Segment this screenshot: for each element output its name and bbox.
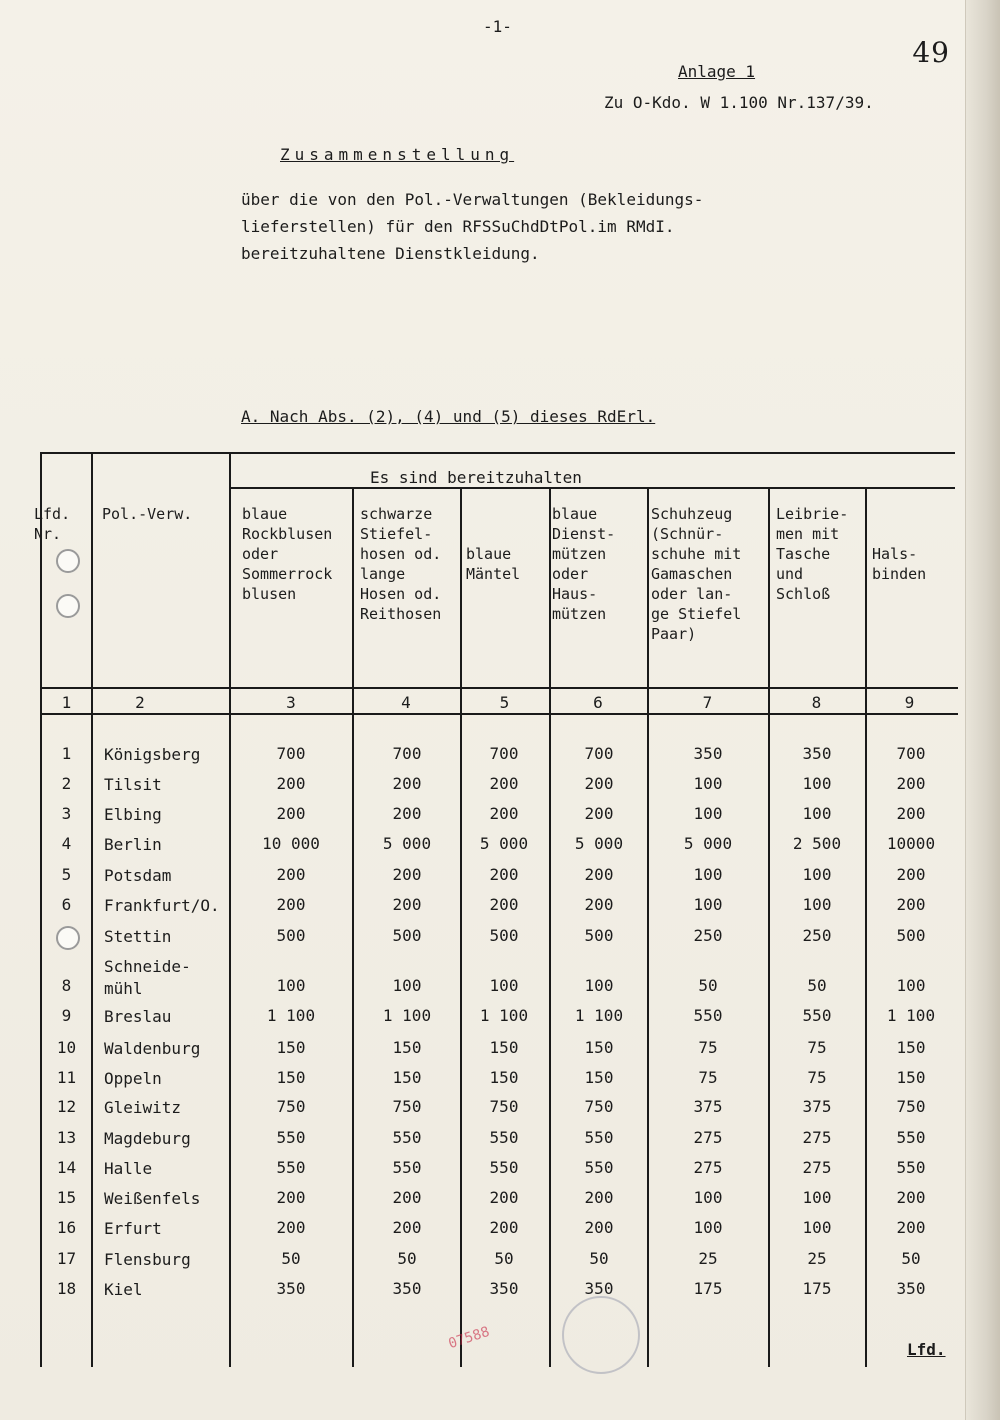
vline-left <box>40 452 42 1367</box>
row-verwaltung: Berlin <box>104 835 162 854</box>
section-a-heading: A. Nach Abs. (2), (4) und (5) dieses RdErl. <box>241 407 656 426</box>
col-number-9: 9 <box>904 693 915 712</box>
cell-col-4: 550 <box>392 1128 422 1147</box>
cell-col-7: 100 <box>693 774 723 793</box>
cell-col-6: 100 <box>584 976 614 995</box>
cell-col-8: 25 <box>807 1249 827 1268</box>
cell-col-5: 100 <box>489 976 519 995</box>
cell-col-4: 50 <box>397 1249 417 1268</box>
cell-col-8: 550 <box>802 1006 832 1025</box>
cell-col-8: 2 500 <box>792 834 842 853</box>
punch-hole <box>56 549 80 573</box>
cell-col-5: 700 <box>489 744 519 763</box>
cell-col-7: 75 <box>698 1068 718 1087</box>
cell-col-9: 150 <box>896 1068 926 1087</box>
cell-col-4: 200 <box>392 774 422 793</box>
row-verwaltung: Frankfurt/O. <box>104 896 220 915</box>
col-header-3: blaue Rockblusen oder Sommerrock blusen <box>242 505 333 603</box>
cell-col-6: 200 <box>584 1188 614 1207</box>
row-verwaltung: Oppeln <box>104 1069 162 1088</box>
col-number-5: 5 <box>499 693 510 712</box>
cell-col-3: 700 <box>276 744 306 763</box>
vline-c1 <box>91 452 93 1367</box>
cell-col-7: 100 <box>693 895 723 914</box>
cell-col-7: 25 <box>698 1249 718 1268</box>
cell-col-9: 200 <box>896 1218 926 1237</box>
row-number: 16 <box>56 1218 77 1237</box>
cell-col-9: 350 <box>896 1279 926 1298</box>
header-bottom-rule <box>40 687 958 689</box>
row-number: 10 <box>56 1038 77 1057</box>
cell-col-7: 5 000 <box>683 834 733 853</box>
faint-round-stamp <box>562 1296 640 1374</box>
page-marker: -1- <box>483 17 512 36</box>
cell-col-9: 200 <box>896 865 926 884</box>
row-verwaltung: Magdeburg <box>104 1129 191 1148</box>
column-number-rule <box>40 713 958 715</box>
cell-col-4: 750 <box>392 1097 422 1116</box>
row-number: 2 <box>61 774 72 793</box>
cell-col-4: 200 <box>392 804 422 823</box>
cell-col-8: 275 <box>802 1158 832 1177</box>
cell-col-6: 150 <box>584 1068 614 1087</box>
cell-col-5: 500 <box>489 926 519 945</box>
anlage-label: Anlage 1 <box>678 62 756 81</box>
cell-col-8: 100 <box>802 804 832 823</box>
cell-col-6: 350 <box>584 1279 614 1298</box>
row-number: 9 <box>61 1006 72 1025</box>
cell-col-6: 5 000 <box>574 834 624 853</box>
cell-col-9: 10000 <box>886 834 936 853</box>
row-number: 13 <box>56 1128 77 1147</box>
cell-col-7: 250 <box>693 926 723 945</box>
cell-col-6: 200 <box>584 865 614 884</box>
cell-col-8: 250 <box>802 926 832 945</box>
table-top-rule <box>40 452 955 454</box>
cell-col-3: 200 <box>276 1188 306 1207</box>
row-verwaltung: Stettin <box>104 927 172 946</box>
cell-col-8: 100 <box>802 1188 832 1207</box>
col-header-7: Schuhzeug (Schnür- schuhe mit Gamaschen oder lan- ge Stiefel Paar) <box>651 505 742 643</box>
vline-c3 <box>352 487 354 1367</box>
cell-col-9: 200 <box>896 1188 926 1207</box>
cell-col-9: 750 <box>896 1097 926 1116</box>
punch-hole <box>56 926 80 950</box>
col-number-6: 6 <box>593 693 603 712</box>
document-description: über die von den Pol.-Verwaltungen (Bekleidungs- lieferstellen) für den RFSSuChdDtPol.im RMdI. bereitzuhaltene Dienstkleidung. <box>241 190 704 263</box>
col-number-2: 2 <box>135 693 145 712</box>
cell-col-5: 200 <box>489 1218 519 1237</box>
cell-col-9: 200 <box>896 804 926 823</box>
cell-col-3: 150 <box>276 1068 306 1087</box>
cell-col-3: 550 <box>276 1158 306 1177</box>
cell-col-3: 500 <box>276 926 306 945</box>
row-verwaltung: Potsdam <box>104 866 172 885</box>
cell-col-5: 1 100 <box>479 1006 529 1025</box>
row-verwaltung: Tilsit <box>104 775 162 794</box>
document-title: Zusammenstellung <box>280 145 515 164</box>
col-number-1: 1 <box>61 693 72 712</box>
cell-col-6: 550 <box>584 1158 614 1177</box>
cell-col-3: 200 <box>276 774 306 793</box>
cell-col-3: 200 <box>276 804 306 823</box>
cell-col-8: 50 <box>807 976 827 995</box>
cell-col-6: 500 <box>584 926 614 945</box>
cell-col-7: 175 <box>693 1279 723 1298</box>
cell-col-5: 200 <box>489 1188 519 1207</box>
group-header: Es sind bereitzuhalten <box>370 468 582 487</box>
cell-col-5: 50 <box>494 1249 514 1268</box>
cell-col-7: 100 <box>693 1218 723 1237</box>
punch-hole <box>56 594 80 618</box>
cell-col-6: 750 <box>584 1097 614 1116</box>
cell-col-9: 500 <box>896 926 926 945</box>
cell-col-4: 200 <box>392 865 422 884</box>
cell-col-9: 200 <box>896 774 926 793</box>
cell-col-5: 150 <box>489 1068 519 1087</box>
cell-col-5: 5 000 <box>479 834 529 853</box>
cell-col-3: 200 <box>276 865 306 884</box>
row-number: 3 <box>61 804 72 823</box>
row-number: 15 <box>56 1188 77 1207</box>
cell-col-7: 100 <box>693 865 723 884</box>
group-header-rule <box>230 487 955 489</box>
row-verwaltung: Königsberg <box>104 745 201 764</box>
cell-col-6: 200 <box>584 774 614 793</box>
cell-col-9: 200 <box>896 895 926 914</box>
cell-col-5: 150 <box>489 1038 519 1057</box>
cell-col-4: 150 <box>392 1038 422 1057</box>
cell-col-3: 350 <box>276 1279 306 1298</box>
col-header-8: Leibrie- men mit Tasche und Schloß <box>776 505 849 603</box>
cell-col-3: 200 <box>276 1218 306 1237</box>
cell-col-6: 1 100 <box>574 1006 624 1025</box>
cell-col-5: 200 <box>489 804 519 823</box>
row-verwaltung: Breslau <box>104 1007 172 1026</box>
cell-col-3: 750 <box>276 1097 306 1116</box>
cell-col-9: 550 <box>896 1158 926 1177</box>
next-page-edge <box>965 0 1000 1420</box>
row-verwaltung: Gleiwitz <box>104 1098 182 1117</box>
cell-col-3: 1 100 <box>266 1006 316 1025</box>
cell-col-8: 350 <box>802 744 832 763</box>
col-number-3: 3 <box>286 693 296 712</box>
cell-col-7: 50 <box>698 976 718 995</box>
cell-col-3: 50 <box>281 1249 301 1268</box>
cell-col-7: 275 <box>693 1128 723 1147</box>
cell-col-5: 200 <box>489 865 519 884</box>
cell-col-3: 150 <box>276 1038 306 1057</box>
cell-col-8: 375 <box>802 1097 832 1116</box>
row-number: 6 <box>61 895 72 914</box>
cell-col-4: 550 <box>392 1158 422 1177</box>
row-verwaltung: Erfurt <box>104 1219 162 1238</box>
row-number: 14 <box>56 1158 77 1177</box>
row-number: 12 <box>56 1097 77 1116</box>
cell-col-9: 1 100 <box>886 1006 936 1025</box>
cell-col-8: 75 <box>807 1068 827 1087</box>
cell-col-5: 350 <box>489 1279 519 1298</box>
cell-col-8: 275 <box>802 1128 832 1147</box>
col-number-7: 7 <box>702 693 713 712</box>
col-number-8: 8 <box>811 693 822 712</box>
folio-number: 49 <box>912 36 950 69</box>
cell-col-5: 200 <box>489 895 519 914</box>
cell-col-8: 100 <box>802 1218 832 1237</box>
row-number: 18 <box>56 1279 77 1298</box>
cell-col-8: 75 <box>807 1038 827 1057</box>
cell-col-5: 550 <box>489 1128 519 1147</box>
cell-col-7: 100 <box>693 1188 723 1207</box>
cell-col-7: 100 <box>693 804 723 823</box>
row-verwaltung: Weißenfels <box>104 1189 201 1208</box>
col-header-6: blaue Dienst- mützen oder Haus- mützen <box>552 505 616 623</box>
col-header-5: blaue Mäntel <box>466 545 521 583</box>
row-number: 11 <box>56 1068 77 1087</box>
col-number-4: 4 <box>401 693 411 712</box>
row-verwaltung: Halle <box>104 1159 153 1178</box>
continuation-label: Lfd. <box>907 1340 946 1359</box>
cell-col-7: 550 <box>693 1006 723 1025</box>
row-verwaltung: Elbing <box>104 805 162 824</box>
cell-col-3: 550 <box>276 1128 306 1147</box>
cell-col-6: 550 <box>584 1128 614 1147</box>
cell-col-5: 550 <box>489 1158 519 1177</box>
vline-c2 <box>229 452 231 1367</box>
cell-col-9: 700 <box>896 744 926 763</box>
row-verwaltung: Flensburg <box>104 1250 191 1269</box>
col-header-2: Pol.-Verw. <box>102 505 193 523</box>
cell-col-8: 100 <box>802 774 832 793</box>
cell-col-7: 75 <box>698 1038 718 1057</box>
col-header-4: schwarze Stiefel- hosen od. lange Hosen od. Reithosen <box>360 505 442 623</box>
row-verwaltung: Schneide- mühl <box>104 957 191 998</box>
row-number: 17 <box>56 1249 77 1268</box>
col-header-9: Hals- binden <box>872 545 927 583</box>
cell-col-4: 200 <box>392 1218 422 1237</box>
cell-col-4: 150 <box>392 1068 422 1087</box>
cell-col-4: 5 000 <box>382 834 432 853</box>
cell-col-4: 1 100 <box>382 1006 432 1025</box>
cell-col-3: 100 <box>276 976 306 995</box>
cell-col-3: 200 <box>276 895 306 914</box>
cell-col-9: 550 <box>896 1128 926 1147</box>
registry-stamp-number: 07588 <box>446 1323 492 1353</box>
cell-col-4: 200 <box>392 895 422 914</box>
row-number: 4 <box>61 834 72 853</box>
row-verwaltung: Waldenburg <box>104 1039 201 1058</box>
order-reference: Zu O-Kdo. W 1.100 Nr.137/39. <box>604 93 874 112</box>
cell-col-6: 200 <box>584 1218 614 1237</box>
cell-col-8: 100 <box>802 865 832 884</box>
cell-col-4: 500 <box>392 926 422 945</box>
row-number: 5 <box>61 865 72 884</box>
cell-col-6: 150 <box>584 1038 614 1057</box>
row-number: 1 <box>61 744 72 763</box>
cell-col-7: 350 <box>693 744 723 763</box>
col-header-1: Lfd. Nr. <box>34 505 71 543</box>
cell-col-4: 700 <box>392 744 422 763</box>
cell-col-8: 175 <box>802 1279 832 1298</box>
cell-col-4: 200 <box>392 1188 422 1207</box>
cell-col-7: 375 <box>693 1097 723 1116</box>
row-number: 8 <box>61 976 72 995</box>
cell-col-6: 200 <box>584 804 614 823</box>
cell-col-8: 100 <box>802 895 832 914</box>
row-verwaltung: Kiel <box>104 1280 143 1299</box>
cell-col-5: 750 <box>489 1097 519 1116</box>
cell-col-9: 100 <box>896 976 926 995</box>
cell-col-6: 50 <box>589 1249 609 1268</box>
cell-col-9: 150 <box>896 1038 926 1057</box>
cell-col-3: 10 000 <box>262 834 320 853</box>
cell-col-5: 200 <box>489 774 519 793</box>
cell-col-4: 350 <box>392 1279 422 1298</box>
cell-col-7: 275 <box>693 1158 723 1177</box>
cell-col-6: 700 <box>584 744 614 763</box>
cell-col-9: 50 <box>901 1249 921 1268</box>
cell-col-6: 200 <box>584 895 614 914</box>
cell-col-4: 100 <box>392 976 422 995</box>
